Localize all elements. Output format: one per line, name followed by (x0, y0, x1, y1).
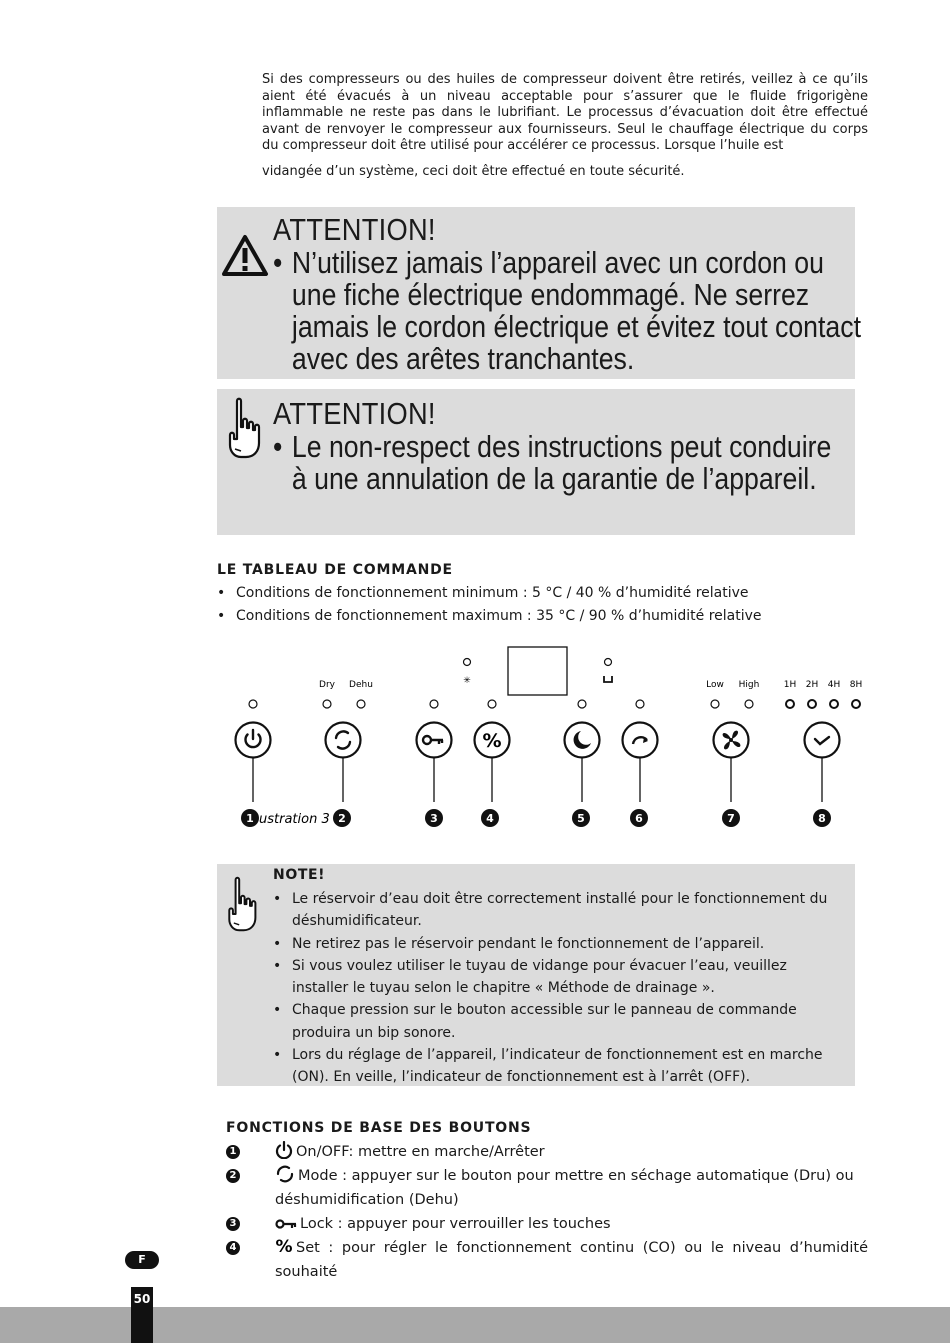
function-item-4 (226, 1237, 868, 1284)
function-text-3: Lock : appuyer pour verrouiller les touches (300, 1216, 611, 1232)
function-number-1: 1 (226, 1145, 240, 1159)
function-number-2: 2 (226, 1169, 240, 1183)
intro-paragraph-2: vidangée d’un système, ceci doit être effectué en toute sécurité. (262, 163, 685, 179)
note-item: • Chaque pression sur le bouton accessible sur le panneau de commande produira un bip sonore. (273, 999, 843, 1044)
percent-icon: % (482, 730, 502, 752)
illustration-caption: ustration 3 (259, 812, 330, 827)
callout-1: 1 (246, 812, 254, 825)
set-button[interactable] (475, 723, 510, 758)
language-badge: F (125, 1251, 159, 1269)
display-window (508, 647, 567, 695)
led-swing (636, 700, 644, 708)
function-item-2-continued (226, 1189, 868, 1213)
intro-paragraph-1: Si des compresseurs ou des huiles de compresseur doivent être retirés, veillez à ce qu’ils aient été évacués à un niveau acceptable pour s’assurer que le fluide frigorigène inflammable ne reste pas dans le lubrifiant. Le processus d’évacuation doit être effectué avant de renvoyer le compresseur aux fournisseurs. Seul le chauffage électrique du corps du compresseur doit être utilisé pour accélérer ce processus. Lorsque l’huile est (262, 72, 868, 154)
led-1h (786, 700, 794, 708)
power-button[interactable] (236, 723, 271, 758)
mode-icon (275, 1165, 295, 1183)
note-item: • Si vous voulez utiliser le tuyau de vidange pour évacuer l’eau, veuillez installer le tuyau selon le chapitre « Méthode de drainage ». (273, 955, 843, 1000)
sleep-button[interactable] (565, 723, 600, 758)
condition-maximum: • Conditions de fonctionnement maximum : 35 °C / 90 % d’humidité relative (217, 605, 857, 628)
warning-2-text: Le non-respect des instructions peut conduire à une annulation de la garantie de l’appareil. (291, 429, 832, 496)
led-dehu (357, 700, 365, 708)
function-item-1 (226, 1141, 868, 1165)
led-high (745, 700, 753, 708)
function-text-2b: déshumidification (Dehu) (275, 1192, 459, 1208)
timer-button[interactable] (805, 723, 840, 758)
note-item: • Le réservoir d’eau doit être correctement installé pour le fonctionnement du déshumidificateur. (273, 888, 843, 933)
function-number-4: 4 (226, 1241, 240, 1255)
callout-4: 4 (486, 812, 494, 825)
warning-1-bullet: • (273, 245, 283, 280)
label-dehu: Dehu (349, 680, 373, 690)
label-low: Low (706, 680, 724, 690)
callout-7: 7 (727, 812, 735, 825)
mode-button[interactable] (326, 723, 361, 758)
svg-text:%: % (275, 1237, 293, 1255)
led-2h (808, 700, 816, 708)
key-icon (275, 1217, 297, 1231)
tank-small-icon (604, 676, 612, 682)
page-number: 50 (133, 1292, 151, 1306)
function-text-2: Mode : appuyer sur le bouton pour mettre en séchage automatique (Dru) ou (298, 1168, 854, 1184)
function-text-4: Set : pour régler le fonctionnement continu (CO) ou le niveau d’humidité souhaité (275, 1240, 868, 1280)
callout-6: 6 (635, 812, 643, 825)
operating-conditions (217, 582, 857, 628)
warning-1-body (273, 247, 866, 375)
led-power (249, 700, 257, 708)
led-lock (430, 700, 438, 708)
led-8h (852, 700, 860, 708)
label-1h: 1H (783, 680, 797, 690)
fan-small-icon: ✳ (463, 676, 471, 686)
note-title: NOTE! (273, 867, 326, 883)
label-high: High (738, 680, 760, 690)
warning-box-2 (217, 389, 855, 535)
note-box (217, 864, 855, 1086)
warning-2-bullet: • (273, 429, 283, 464)
warning-triangle-icon (221, 234, 269, 278)
led-low (711, 700, 719, 708)
control-panel-title: LE TABLEAU DE COMMANDE (217, 562, 453, 578)
led-set (488, 700, 496, 708)
power-icon (275, 1141, 293, 1159)
lock-button[interactable] (417, 723, 452, 758)
callout-5: 5 (577, 812, 585, 825)
led-dry (323, 700, 331, 708)
callout-8: 8 (818, 812, 826, 825)
warning-1-text: N’utilisez jamais l’appareil avec un cordon ou une fiche électrique endommagé. Ne serrez jamais le cordon électrique et évitez tout contact avec des arêtes tranchantes. (291, 245, 861, 376)
pointing-hand-icon (223, 874, 259, 936)
led-tank-indicator (605, 659, 612, 666)
label-8h: 8H (849, 680, 863, 690)
note-item: • Ne retirez pas le réservoir pendant le fonctionnement de l’appareil. (273, 933, 843, 955)
label-2h: 2H (805, 680, 819, 690)
control-panel-illustration (215, 640, 875, 830)
intro-text (262, 72, 868, 181)
function-item-3 (226, 1213, 868, 1237)
warning-1-title: ATTENTION! (273, 212, 436, 247)
led-sleep (578, 700, 586, 708)
note-list (273, 888, 843, 1089)
condition-minimum: • Conditions de fonctionnement minimum : 5 °C / 40 % d’humidité relative (217, 582, 857, 605)
pointing-hand-icon (223, 397, 263, 461)
fan-speed-button[interactable] (714, 723, 749, 758)
label-dry: Dry (319, 680, 335, 690)
functions-title: FONCTIONS DE BASE DES BOUTONS (226, 1120, 532, 1136)
warning-box-1 (217, 207, 861, 379)
led-4h (830, 700, 838, 708)
function-item-2 (226, 1165, 868, 1189)
led-fan-indicator (464, 659, 471, 666)
percent-icon (275, 1237, 293, 1255)
function-text-1: On/OFF: mettre en marche/Arrêter (296, 1144, 545, 1160)
warning-2-title: ATTENTION! (273, 396, 436, 431)
label-4h: 4H (827, 680, 841, 690)
note-item: • Lors du réglage de l’appareil, l’indicateur de fonctionnement est en marche (ON). En veille, l’indicateur de fonctionnement est à l’arrêt (OFF). (273, 1044, 843, 1089)
function-number-3: 3 (226, 1217, 240, 1231)
warning-2-body (273, 431, 841, 495)
callout-3: 3 (430, 812, 438, 825)
callout-2: 2 (338, 812, 346, 825)
swing-button[interactable] (623, 723, 658, 758)
